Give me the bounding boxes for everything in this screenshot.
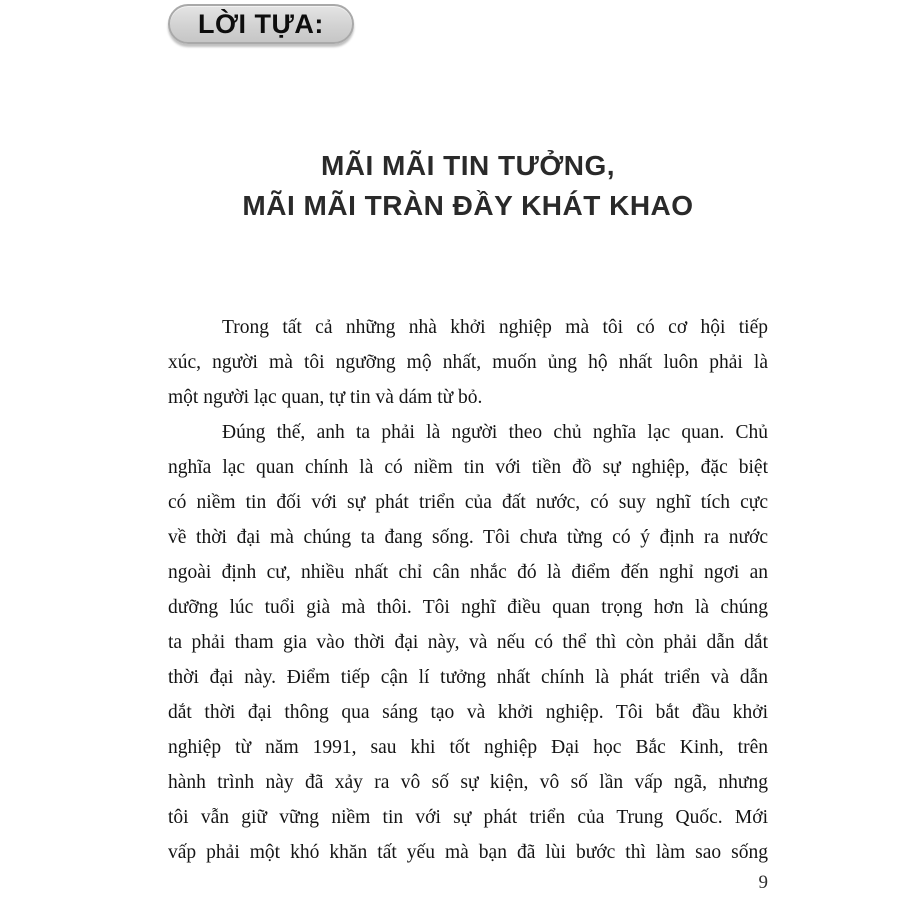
page-number: 9 bbox=[758, 872, 768, 893]
body-line: về thời đại mà chúng ta đang sống. Tôi chưa từng có ý định ra nước bbox=[168, 527, 768, 548]
chapter-title-line1: MÃI MÃI TIN TƯỞNG, bbox=[320, 150, 616, 181]
chapter-title-line2: MÃI MÃI TRÀN ĐẦY KHÁT KHAO bbox=[242, 190, 694, 221]
body-line: vấp phải một khó khăn tất yếu mà bạn đã lùi bước thì làm sao sống bbox=[168, 842, 768, 863]
body-line: nghiệp từ năm 1991, sau khi tốt nghiệp Đại học Bắc Kinh, trên bbox=[168, 737, 768, 758]
body-line: tôi vẫn giữ vững niềm tin với sự phát triển của Trung Quốc. Mới bbox=[168, 807, 768, 828]
body-line: dưỡng lúc tuổi già mà thôi. Tôi nghĩ điều quan trọng hơn là chúng bbox=[168, 597, 768, 618]
body-line: nghĩa lạc quan chính là có niềm tin với tiền đồ sự nghiệp, đặc biệt bbox=[168, 457, 768, 478]
body-line: ta phải tham gia vào thời đại này, và nếu có thể thì còn phải dẫn dắt bbox=[168, 632, 768, 653]
chapter-title bbox=[168, 146, 768, 226]
body-line: một người lạc quan, tự tin và dám từ bỏ. bbox=[168, 387, 483, 408]
body-line: dắt thời đại thông qua sáng tạo và khởi nghiệp. Tôi bắt đầu khởi bbox=[168, 702, 768, 723]
body-text bbox=[168, 310, 768, 870]
body-line: Trong tất cả những nhà khởi nghiệp mà tôi có cơ hội tiếp bbox=[222, 317, 768, 338]
body-line: Đúng thế, anh ta phải là người theo chủ nghĩa lạc quan. Chủ bbox=[222, 422, 768, 443]
body-line: hành trình này đã xảy ra vô số sự kiện, vô số lần vấp ngã, nhưng bbox=[168, 772, 768, 793]
body-line: thời đại này. Điểm tiếp cận lí tưởng nhất chính là phát triển và dẫn bbox=[168, 667, 768, 688]
body-line: ngoài định cư, nhiều nhất chỉ cân nhắc đó là điểm đến nghỉ ngơi an bbox=[168, 562, 768, 583]
preface-badge bbox=[168, 4, 354, 44]
body-line: xúc, người mà tôi ngưỡng mộ nhất, muốn ủng hộ nhất luôn phải là bbox=[168, 352, 768, 373]
preface-badge-label: LỜI TỰA: bbox=[198, 8, 324, 39]
body-line: có niềm tin đối với sự phát triển của đất nước, có suy nghĩ tích cực bbox=[168, 492, 768, 513]
